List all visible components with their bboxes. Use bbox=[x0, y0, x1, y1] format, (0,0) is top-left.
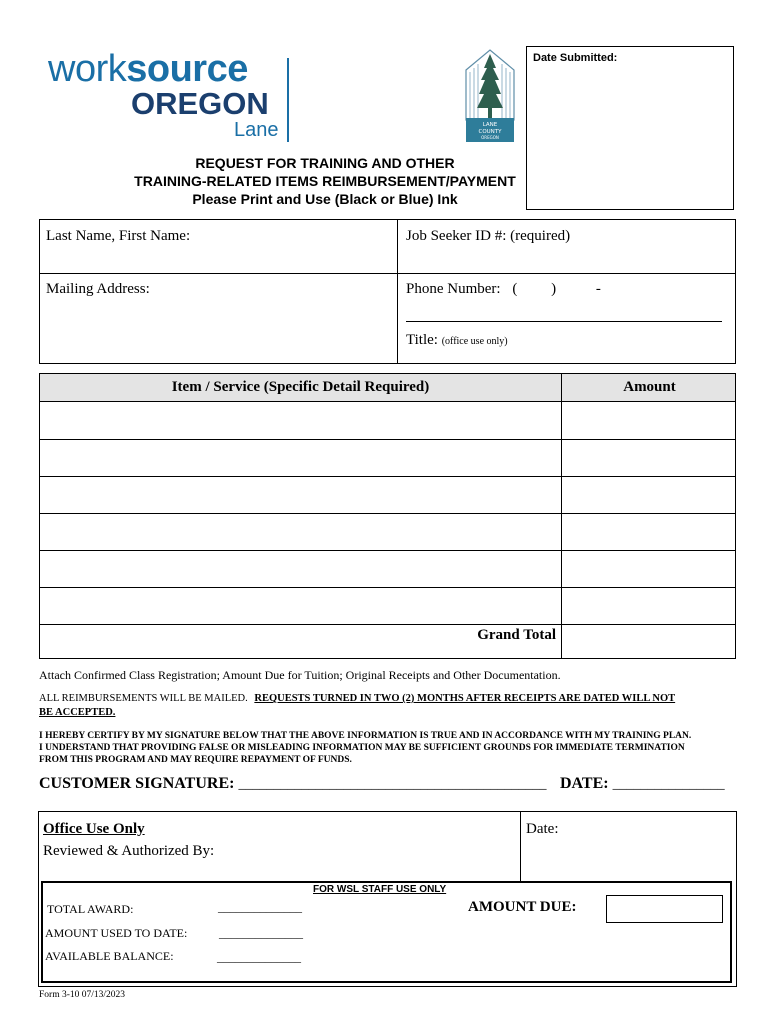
mailed-text: ALL REIMBURSEMENTS WILL BE MAILED. bbox=[39, 693, 248, 704]
county-text-1: LANE bbox=[482, 122, 498, 128]
table-row[interactable] bbox=[40, 587, 735, 588]
certify-line-1: I HEREBY CERTIFY BY MY SIGNATURE BELOW THAT THE ABOVE INFORMATION IS TRUE AND IN ACCORDANCE WITH MY TRAINING PLAN. bbox=[39, 731, 692, 741]
title-note: (office use only) bbox=[441, 336, 508, 347]
requests-warning-1: REQUESTS TURNED IN TWO (2) MONTHS AFTER RECEIPTS ARE DATED WILL NOT bbox=[254, 693, 676, 704]
logo-work-text: work bbox=[48, 48, 127, 90]
phone-dash: - bbox=[595, 281, 601, 297]
total-award-label: TOTAL AWARD: bbox=[47, 902, 134, 916]
mailing-address-field[interactable]: Mailing Address: bbox=[46, 281, 150, 297]
tree-icon bbox=[462, 48, 518, 142]
amount-header: Amount bbox=[623, 379, 676, 395]
form-title-line1: REQUEST FOR TRAINING AND OTHER bbox=[195, 155, 455, 171]
logo-lane-text: Lane bbox=[234, 119, 279, 141]
reviewed-by-field[interactable]: Reviewed & Authorized By: bbox=[43, 843, 215, 859]
items-column-divider bbox=[561, 374, 562, 658]
table-row[interactable] bbox=[40, 476, 735, 477]
mailing-notice bbox=[39, 692, 739, 720]
county-text-3: OREGON bbox=[481, 135, 499, 140]
wsl-staff-heading: FOR WSL STAFF USE ONLY bbox=[313, 884, 447, 895]
signature-date-label: DATE: bbox=[560, 775, 609, 792]
county-text-2: COUNTY bbox=[478, 129, 502, 135]
amount-due-box[interactable] bbox=[606, 895, 723, 923]
date-submitted-label: Date Submitted: bbox=[533, 52, 618, 64]
available-balance-label: AVAILABLE BALANCE: bbox=[45, 949, 174, 963]
signature-date-line: ________________ bbox=[612, 777, 725, 792]
job-seeker-id-field[interactable]: Job Seeker ID #: (required) bbox=[406, 228, 571, 244]
customer-signature-label: CUSTOMER SIGNATURE: bbox=[39, 775, 235, 792]
item-service-header: Item / Service (Specific Detail Required) bbox=[171, 379, 430, 395]
office-date-field[interactable]: Date: bbox=[526, 821, 559, 837]
table-row[interactable] bbox=[40, 513, 735, 514]
office-use-section bbox=[38, 811, 737, 987]
phone-underline bbox=[406, 321, 722, 322]
total-award-blank[interactable]: ______________ bbox=[218, 900, 302, 914]
grand-total-label: Grand Total bbox=[477, 627, 556, 643]
phone-label: Phone Number: bbox=[406, 281, 501, 297]
info-divider-vertical bbox=[397, 220, 398, 363]
certify-line-3: FROM THIS PROGRAM AND MAY REQUIRE REPAYMENT OF FUNDS. bbox=[39, 755, 352, 765]
amount-used-label: AMOUNT USED TO DATE: bbox=[45, 926, 188, 940]
table-row[interactable] bbox=[40, 439, 735, 440]
certification-text bbox=[39, 730, 759, 766]
title-field[interactable] bbox=[406, 332, 508, 349]
customer-signature-line: ____________________________________________ bbox=[238, 777, 547, 792]
applicant-info-table bbox=[39, 219, 736, 364]
form-title-line2: TRAINING-RELATED ITEMS REIMBURSEMENT/PAYMENT bbox=[134, 173, 516, 189]
requests-warning-2: BE ACCEPTED. bbox=[39, 707, 116, 718]
logo-divider bbox=[287, 58, 289, 142]
wsl-staff-box bbox=[41, 881, 732, 983]
form-title-line3: Please Print and Use (Black or Blue) Ink bbox=[192, 191, 458, 207]
phone-number-field[interactable] bbox=[406, 281, 601, 298]
items-table bbox=[39, 373, 736, 659]
logo-oregon-text: OREGON bbox=[131, 86, 269, 121]
certify-line-2: I UNDERSTAND THAT PROVIDING FALSE OR MISLEADING INFORMATION MAY BE SUFFICIENT GROUNDS FOR IMMEDIATE TERMINATION bbox=[39, 743, 685, 753]
title-label: Title: bbox=[406, 332, 438, 348]
amount-due-label: AMOUNT DUE: bbox=[468, 899, 577, 915]
lane-county-logo bbox=[462, 48, 518, 142]
phone-paren-close: ) bbox=[551, 281, 557, 297]
available-balance-blank[interactable]: ______________ bbox=[217, 950, 301, 964]
amount-used-blank[interactable]: ______________ bbox=[219, 926, 303, 940]
office-divider bbox=[520, 812, 521, 881]
signature-date-field[interactable] bbox=[560, 775, 725, 793]
phone-paren-open: ( bbox=[512, 281, 518, 297]
form-id: Form 3-10 07/13/2023 bbox=[39, 990, 126, 1000]
attach-instructions: Attach Confirmed Class Registration; Amount Due for Tuition; Original Receipts and Other Documentation. bbox=[39, 668, 561, 682]
name-field[interactable]: Last Name, First Name: bbox=[46, 228, 191, 244]
logo-source-text: source bbox=[126, 48, 248, 90]
office-use-heading: Office Use Only bbox=[43, 821, 145, 837]
customer-signature-field[interactable] bbox=[39, 775, 546, 793]
worksource-logo bbox=[48, 50, 248, 88]
info-divider-horizontal bbox=[40, 273, 735, 274]
table-row[interactable] bbox=[40, 550, 735, 551]
table-row[interactable] bbox=[40, 624, 735, 625]
